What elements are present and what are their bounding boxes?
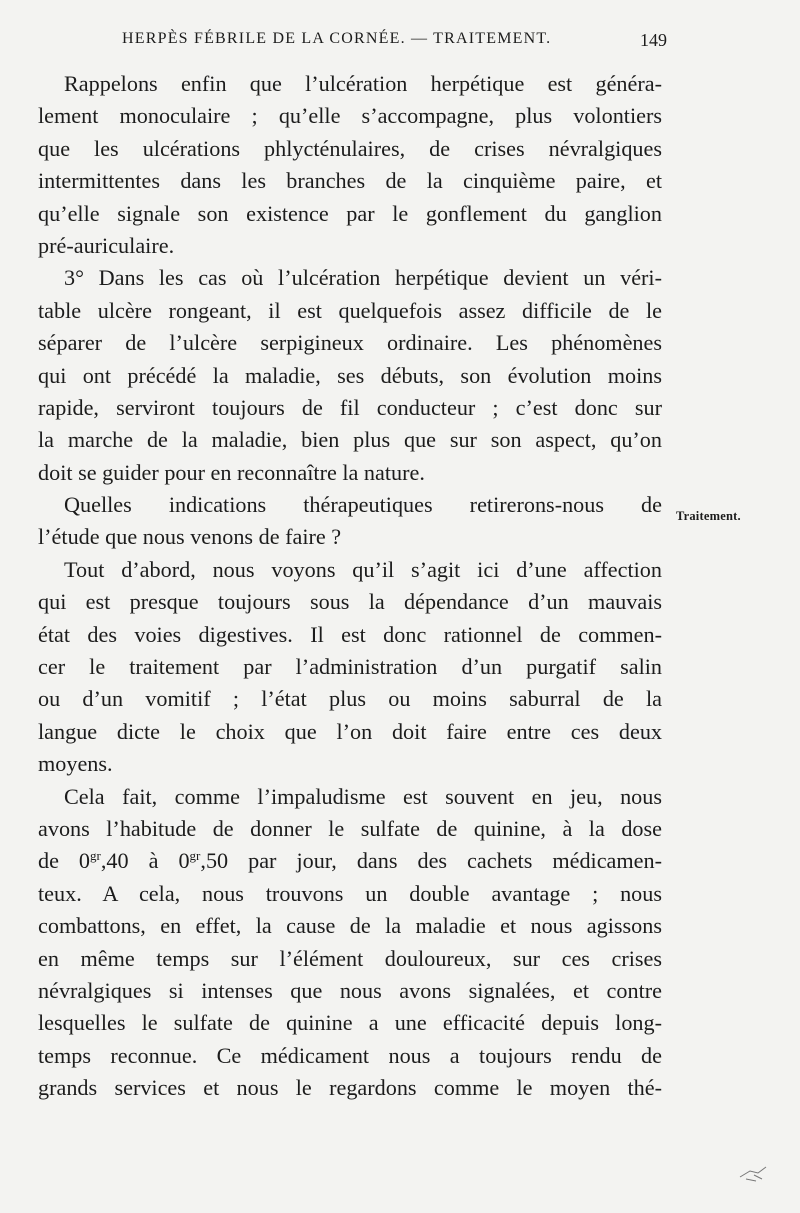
text-line: qui ont précédé la maladie, ses débuts, son évolution moins (38, 362, 662, 388)
text-line: séparer de l’ulcère serpigineux ordinaire. Les phénomènes (38, 330, 662, 356)
text-line: lement monoculaire ; qu’elle s’accompagne, plus volontiers (38, 103, 662, 129)
text-line: de $0^{gr},40$ à $0^{gr},50$ par jour, dans des cachets médicamen- (38, 848, 662, 874)
paper-speck-icon (736, 1159, 776, 1185)
margin-note: Traitement. (676, 509, 741, 523)
text-line: Quelles indications thérapeutiques retirerons-nous de (64, 492, 662, 518)
text-line: cer le traitement par l’administration d’un purgatif salin (38, 654, 662, 680)
text-line: en même temps sur l’élément douloureux, sur ces crises (38, 945, 662, 971)
text-line: intermittentes dans les branches de la cinquième paire, et (38, 168, 662, 194)
text-line: Cela fait, comme l’impaludisme est souvent en jeu, nous (64, 783, 662, 809)
text-line: grands services et nous le regardons comme le moyen thé- (38, 1075, 662, 1101)
text-line: état des voies digestives. Il est donc rationnel de commen- (38, 621, 662, 647)
text-line: doit se guider pour en reconnaître la nature. (38, 459, 425, 485)
text-line: l’étude que nous venons de faire ? (38, 524, 342, 550)
running-header (122, 30, 667, 56)
page-number: 149 (640, 30, 667, 50)
text-line: Rappelons enfin que l’ulcération herpétique est généra- (64, 71, 662, 96)
text-line: qui est presque toujours sous la dépendance d’un mauvais (38, 589, 662, 615)
text-line: moyens. (38, 751, 113, 777)
text-line: combattons, en effet, la cause de la maladie et nous agissons (38, 913, 662, 939)
text-line: avons l’habitude de donner le sulfate de quinine, à la dose (38, 815, 662, 841)
text-line: la marche de la maladie, bien plus que sur son aspect, qu’on (38, 427, 662, 453)
text-line: langue dicte le choix que l’on doit faire entre ces deux (38, 718, 662, 744)
text-line: ou d’un vomitif ; l’état plus ou moins saburral de la (38, 686, 662, 712)
text-line: rapide, serviront toujours de fil conducteur ; c’est donc sur (38, 394, 662, 420)
text-line: temps reconnue. Ce médicament nous a toujours rendu de (38, 1042, 662, 1068)
text-line: que les ulcérations phlycténulaires, de crises névralgiques (38, 135, 662, 161)
text-line: Tout d’abord, nous voyons qu’il s’agit ici d’une affection (64, 556, 662, 582)
text-line: teux. A cela, nous trouvons un double avantage ; nous (38, 880, 662, 906)
text-line: lesquelles le sulfate de quinine a une efficacité depuis long- (38, 1010, 662, 1036)
body-text (38, 68, 662, 1105)
text-line: névralgiques si intenses que nous avons signalées, et contre (38, 977, 662, 1003)
running-title: HERPÈS FÉBRILE DE LA CORNÉE. — TRAITEMENT. (122, 30, 552, 47)
text-line: pré-auriculaire. (38, 232, 175, 258)
text-line: qu’elle signale son existence par le gonflement du ganglion (38, 200, 662, 226)
text-line: table ulcère rongeant, il est quelquefois assez difficile de le (38, 297, 662, 323)
text-line: 3° Dans les cas où l’ulcération herpétique devient un véri- (64, 265, 662, 291)
